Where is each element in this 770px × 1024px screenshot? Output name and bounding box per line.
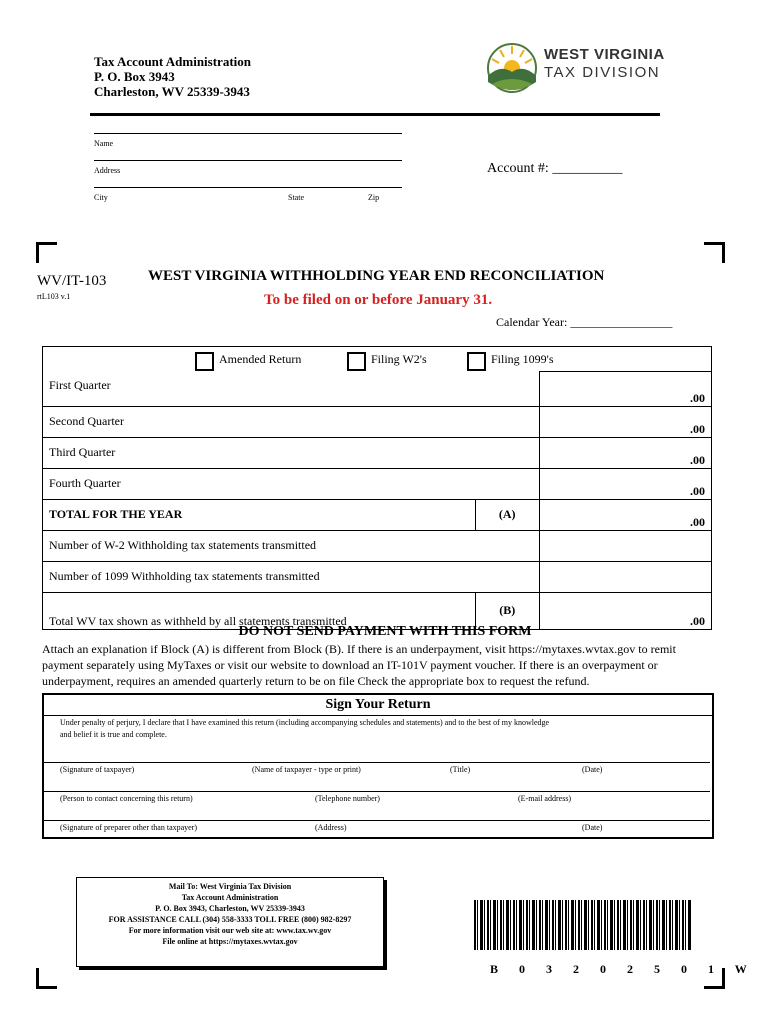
zip-label: Zip — [368, 193, 380, 202]
perjury-line-1: Under penalty of perjury, I declare that I have examined this return (including accompanying schedules and statements) and to the best of my knowledge — [60, 718, 550, 727]
w2-count-row — [43, 530, 712, 561]
w2-count-label: Number of W-2 Withholding tax statements transmitted — [43, 530, 540, 561]
preparer-address-label: (Address) — [315, 823, 347, 832]
wv-tax-logo — [486, 40, 666, 96]
form-title: WEST VIRGINIA WITHHOLDING YEAR END RECONCILIATION — [148, 268, 605, 284]
f1099-count-input[interactable] — [539, 561, 711, 592]
corner-mark-tl — [36, 242, 57, 263]
sig-taxpayer-label: (Signature of taxpayer) — [60, 765, 135, 774]
third-quarter-row — [43, 437, 712, 468]
block-b-label: (B) — [475, 592, 539, 629]
state-label: State — [288, 193, 304, 202]
filing-w2-checkbox[interactable] — [347, 352, 366, 371]
preparer-label: (Signature of preparer other than taxpayer) — [60, 823, 198, 832]
block-a-label: (A) — [475, 499, 539, 530]
fourth-quarter-label: Fourth Quarter — [43, 468, 540, 499]
org-name: Tax Account Administration — [94, 54, 251, 69]
corner-mark-bl — [36, 968, 57, 989]
po-box: P. O. Box 3943 — [94, 69, 175, 84]
w2-count-input[interactable] — [539, 530, 711, 561]
mail-to-box — [76, 877, 384, 967]
account-number[interactable]: Account #: __________ — [487, 161, 623, 176]
logo-title: WEST VIRGINIA — [544, 46, 665, 63]
address-label: Address — [94, 166, 121, 175]
filing-1099-label: Filing 1099's — [491, 352, 554, 366]
city-label: City — [94, 193, 108, 202]
total-wv-label: Total WV tax shown as withheld by all statements transmitted — [43, 592, 476, 629]
filing-w2-label: Filing W2's — [371, 352, 427, 366]
mail-line-1: Mail To: West Virginia Tax Division — [168, 882, 292, 891]
filing-1099-checkbox[interactable] — [467, 352, 486, 371]
reconciliation-table — [42, 346, 712, 630]
fourth-quarter-amount[interactable]: .00 — [539, 468, 711, 499]
filing-deadline: To be filed on or before January 31. — [264, 292, 493, 308]
perjury-statement — [60, 717, 549, 741]
total-year-label: TOTAL FOR THE YEAR — [43, 499, 476, 530]
amended-return-checkbox[interactable] — [195, 352, 214, 371]
no-payment-heading: DO NOT SEND PAYMENT WITH THIS FORM — [238, 624, 532, 639]
calendar-year[interactable]: Calendar Year: _________________ — [496, 315, 673, 329]
sunrise-mountain-icon — [486, 42, 538, 94]
logo-subtitle: TAX DIVISION — [544, 64, 661, 81]
notice-line-3: underpayment, requires an amended quarterly return to be on file Check the appropriate box to request the refund. — [42, 674, 590, 688]
first-quarter-label: First Quarter — [43, 372, 540, 407]
total-wv-amount[interactable]: .00 — [539, 592, 711, 629]
third-quarter-amount[interactable]: .00 — [539, 437, 711, 468]
form-code: WV/IT-103 — [37, 273, 107, 289]
mail-line-5: For more information visit our web site at: www.tax.wv.gov — [128, 926, 332, 935]
email-label: (E-mail address) — [518, 794, 572, 803]
signature-line-2[interactable] — [44, 791, 710, 792]
name-label: Name — [94, 139, 114, 148]
signature-line-1[interactable] — [44, 762, 710, 763]
second-quarter-row — [43, 406, 712, 437]
city-line: Charleston, WV 25339-3943 — [94, 84, 250, 99]
barcode-text: B 0 3 2 0 2 5 0 1 W — [490, 962, 756, 976]
title-label: (Title) — [450, 765, 471, 774]
contact-person-label: (Person to contact concerning this return) — [60, 794, 193, 803]
second-quarter-label: Second Quarter — [43, 406, 540, 437]
name-line[interactable] — [94, 133, 402, 134]
total-year-row — [43, 499, 712, 530]
telephone-label: (Telephone number) — [315, 794, 380, 803]
city-state-zip-line[interactable] — [94, 187, 402, 188]
date-label: (Date) — [582, 765, 603, 774]
f1099-count-row — [43, 561, 712, 592]
second-quarter-amount[interactable]: .00 — [539, 406, 711, 437]
notice-line-2: payment separately using MyTaxes or visit our website to download an IT-101V payment voucher. If there is an overpayment or — [42, 658, 658, 672]
f1099-count-label: Number of 1099 Withholding tax statements transmitted — [43, 561, 540, 592]
mail-line-6: File online at https://mytaxes.wvtax.gov — [162, 937, 298, 946]
corner-mark-tr — [704, 242, 725, 263]
total-year-amount[interactable]: .00 — [539, 499, 711, 530]
date-2-label: (Date) — [582, 823, 603, 832]
name-taxpayer-label: (Name of taxpayer - type or print) — [252, 765, 361, 774]
barcode — [474, 900, 692, 950]
fourth-quarter-row — [43, 468, 712, 499]
first-quarter-row — [43, 372, 712, 407]
notice-text — [42, 641, 676, 689]
amended-return-label: Amended Return — [219, 352, 302, 366]
address-line[interactable] — [94, 160, 402, 161]
perjury-line-2: and belief it is true and complete. — [60, 730, 167, 739]
first-quarter-amount[interactable]: .00 — [539, 372, 711, 407]
mail-line-3: P. O. Box 3943, Charleston, WV 25339-3943 — [155, 904, 305, 913]
corner-mark-br — [704, 968, 725, 989]
mail-line-4: FOR ASSISTANCE CALL (304) 558-3333 TOLL FREE (800) 982-8297 — [108, 915, 352, 924]
form-revision: rtL103 v.1 — [37, 292, 71, 301]
sign-return-heading: Sign Your Return — [44, 695, 712, 716]
notice-line-1: Attach an explanation if Block (A) is different from Block (B). If there is an underpayment, visit https://mytaxes.wvtax.gov to remit — [42, 642, 676, 656]
mail-line-2: Tax Account Administration — [181, 893, 279, 902]
signature-line-3[interactable] — [44, 820, 710, 821]
third-quarter-label: Third Quarter — [43, 437, 540, 468]
checkbox-row — [43, 347, 712, 372]
header-rule — [90, 113, 660, 116]
